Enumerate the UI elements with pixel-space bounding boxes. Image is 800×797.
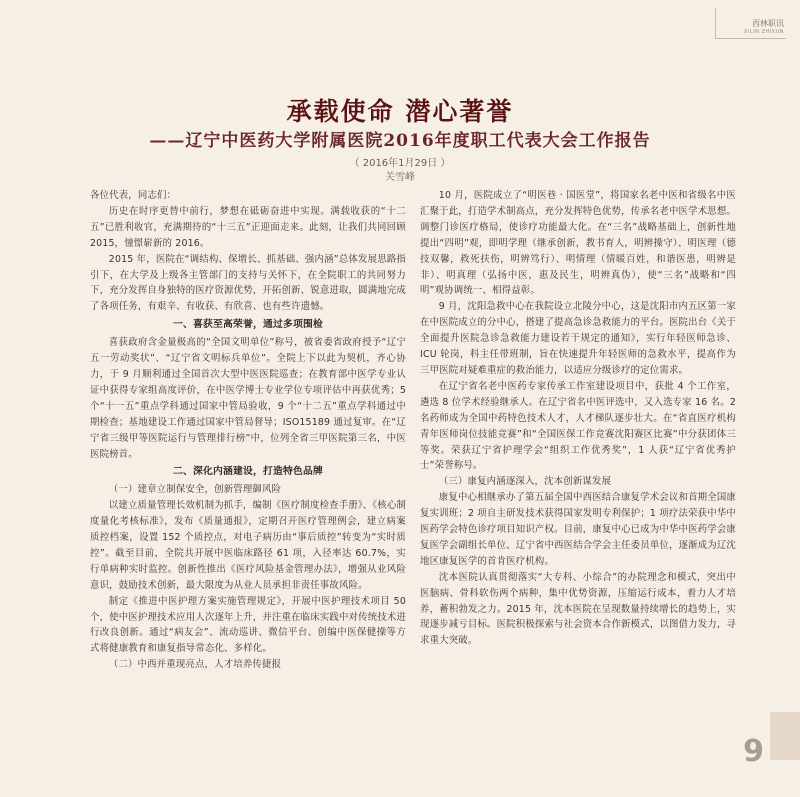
- paragraph: 喜获政府含金量极高的“全国文明单位”称号，被省委省政府授予“辽宁五一劳动奖状”、“辽宁省文明标兵单位”。全院上下以此为契机，齐心协力，于 9 月顺利通过全国首次大型中医医院巡查；在教育部中医学专业认证中获得专家组高度评价，在中医学博士专业学位专项评估中再获优秀；5 个“十一五”重点学科通过国家中管局验收，9 个“十二五”重点学科通过中期检查；基地建设工作通过国家中管局督导；ISO15189 通过复审。在“辽宁省三级甲等医院运行与管理排行榜”中，位列全省三甲医院第三名，中医医院榜首。: [90, 337, 406, 460]
- left-column: [90, 188, 406, 673]
- section-name-en: XILIN ZHIXUN: [744, 29, 784, 35]
- right-column: [420, 188, 736, 649]
- subsection-heading: （三）康复内涵逐深入，沈本创新谋发展: [438, 476, 612, 488]
- article-title: 承载使命 潜心著誉: [286, 97, 514, 126]
- article-author: 关雪峰: [385, 172, 415, 183]
- paragraph: 2015 年，医院在“调结构、保增长、抓基础、强内涵”总体发展思路指引下，在大学及上级各主管部门的支持与关怀下，在全院职工的共同努力下，充分发挥自身独特的医疗资源优势，开拓创新、锐意进取，圆满地完成了各项任务，有艰辛、有收获、有欣喜、也有些许遗憾。: [90, 253, 406, 313]
- paragraph: 制定《推进中医护理方案实施管理规定》，开展中医护理技术项目 50 个，使中医护理技术应用人次逐年上升，并注重在临床实践中对传统技术进行改良创新。通过“病友会”、流动巡讲、微信平台、创编中医保健操等方式将健康教育和康复指导常态化、多样化。: [90, 595, 406, 655]
- paragraph: 康复中心相继承办了第五届全国中西医结合康复学术会议和首期全国康复实训班；2 项自主研发技术获得国家发明专利保护；1 项疗法荣获中华中医药学会特色诊疗项目知识产权。目前，康复中心已成为中华中医药学会康复医学会副组长单位、辽宁省中西医结合学会主任委员单位，逐渐成为辽沈地区康复医学的首肯医疗机构。: [420, 492, 736, 567]
- paragraph: 9 月，沈阳急救中心在我院设立北陵分中心，这是沈阳市内五区第一家在中医院成立的分中心，搭建了提高急诊急救能力的平台。医院出台《关于全面提升医院急诊急救能力建设若干规定的通知》，实行年轻医师急诊、ICU 轮岗，科主任带班制，旨在快速提升年轻医师的急救水平，提高作为三甲医院对疑难重症的救治能力，以适应分级诊疗的定位需求。: [420, 301, 736, 376]
- section-header-tag: [715, 8, 786, 39]
- salutation: 各位代表，同志们：: [90, 190, 177, 201]
- paragraph: 10 月，医院成立了“明医巷 · 国医堂”，将国家名老中医和省级名中医汇聚于此，打造学术制高点，充分发挥特色优势，传承名老中医学术思想。调整门诊医疗格局，使诊疗功能最大化。在“三名”战略基础上，创新性地提出“四明”观，即明学理（继承创新，教书育人，明辨操守）、明医理（德技双馨，救死扶伤，明辨笃行）、明情理（情暖百姓，和谐医患，明辨是非）、明真理（弘扬中医，惠及民生，明辨真伪），使“三名”战略和“四明”观协调统一、相得益彰。: [420, 190, 736, 297]
- section-heading: 二、深化内涵建设，打造特色品牌: [173, 466, 323, 478]
- article-subtitle: ——辽宁中医药大学附属医院2016年度职工代表大会工作报告: [149, 131, 651, 151]
- paragraph: 在辽宁省名老中医药专家传承工作室建设项目中，获批 4 个工作室，遴选 8 位学术经验继承人。在辽宁省名中医评选中，又入选专家 16 名。2 名药师成为全国中药特色技术人才，人才梯队逐步壮大。在“省直医疗机构青年医师岗位技能竞赛”和“全国医保工作竞赛沈阳赛区比赛”中分获团体三等奖。荣获辽宁省护理学会“组织工作优秀奖”，1 人获“辽宁省优秀护士”荣誉称号。: [420, 380, 736, 472]
- section-name: 西林职讯: [752, 19, 784, 28]
- subsection-heading: （二）中西并重现亮点，人才培养传捷报: [108, 659, 282, 671]
- paragraph: 历史在时序更替中前行，梦想在砥砺奋进中实现。满载收获的“十二五”已胜利收官，充满期待的“十三五”正迎面走来。此刻，让我们共同回顾 2015，憧憬崭新的 2016。: [90, 205, 406, 249]
- page-edge-decoration: [770, 712, 800, 760]
- page-number: 9: [743, 734, 764, 769]
- paragraph: 以建立质量管理长效机制为抓手，编制《医疗制度检查手册》、《核心制度量化考核标准》，发布《质量通报》，定期召开医疗管理例会，建立病案质控档案，设置 152 个质控点，对电子病历由“事后质控”转变为“实时质控”。截至目前，全院共开展中医临床路径 61 项，入径率达 60.7%，实行单病种实时监控。创新性推出《医疗风险基金管理办法》，增强从业风险意识，鼓励技术创新，最大限度为从业人员承担非责任事故风险。: [90, 500, 406, 591]
- subsection-heading: （一）建章立制保安全，创新管理御风险: [108, 484, 282, 496]
- paragraph: 沈本医院认真贯彻落实“大专科、小综合”的办院理念和模式，突出中医脑病、骨科软伤两个病种，集中优势资源，压缩运行成本，着力人才培养，蓄积勃发之力。2015 年，沈本医院在呈现数量持续增长的趋势上，实现逐步减亏目标。医院积极探索与社会资本合作新模式，以图借力发力，寻求重大突破。: [420, 571, 736, 647]
- article-date: （ 2016年1月29日 ）: [349, 158, 451, 169]
- section-heading: 一、喜获至高荣誉，通过多项围检: [173, 319, 323, 331]
